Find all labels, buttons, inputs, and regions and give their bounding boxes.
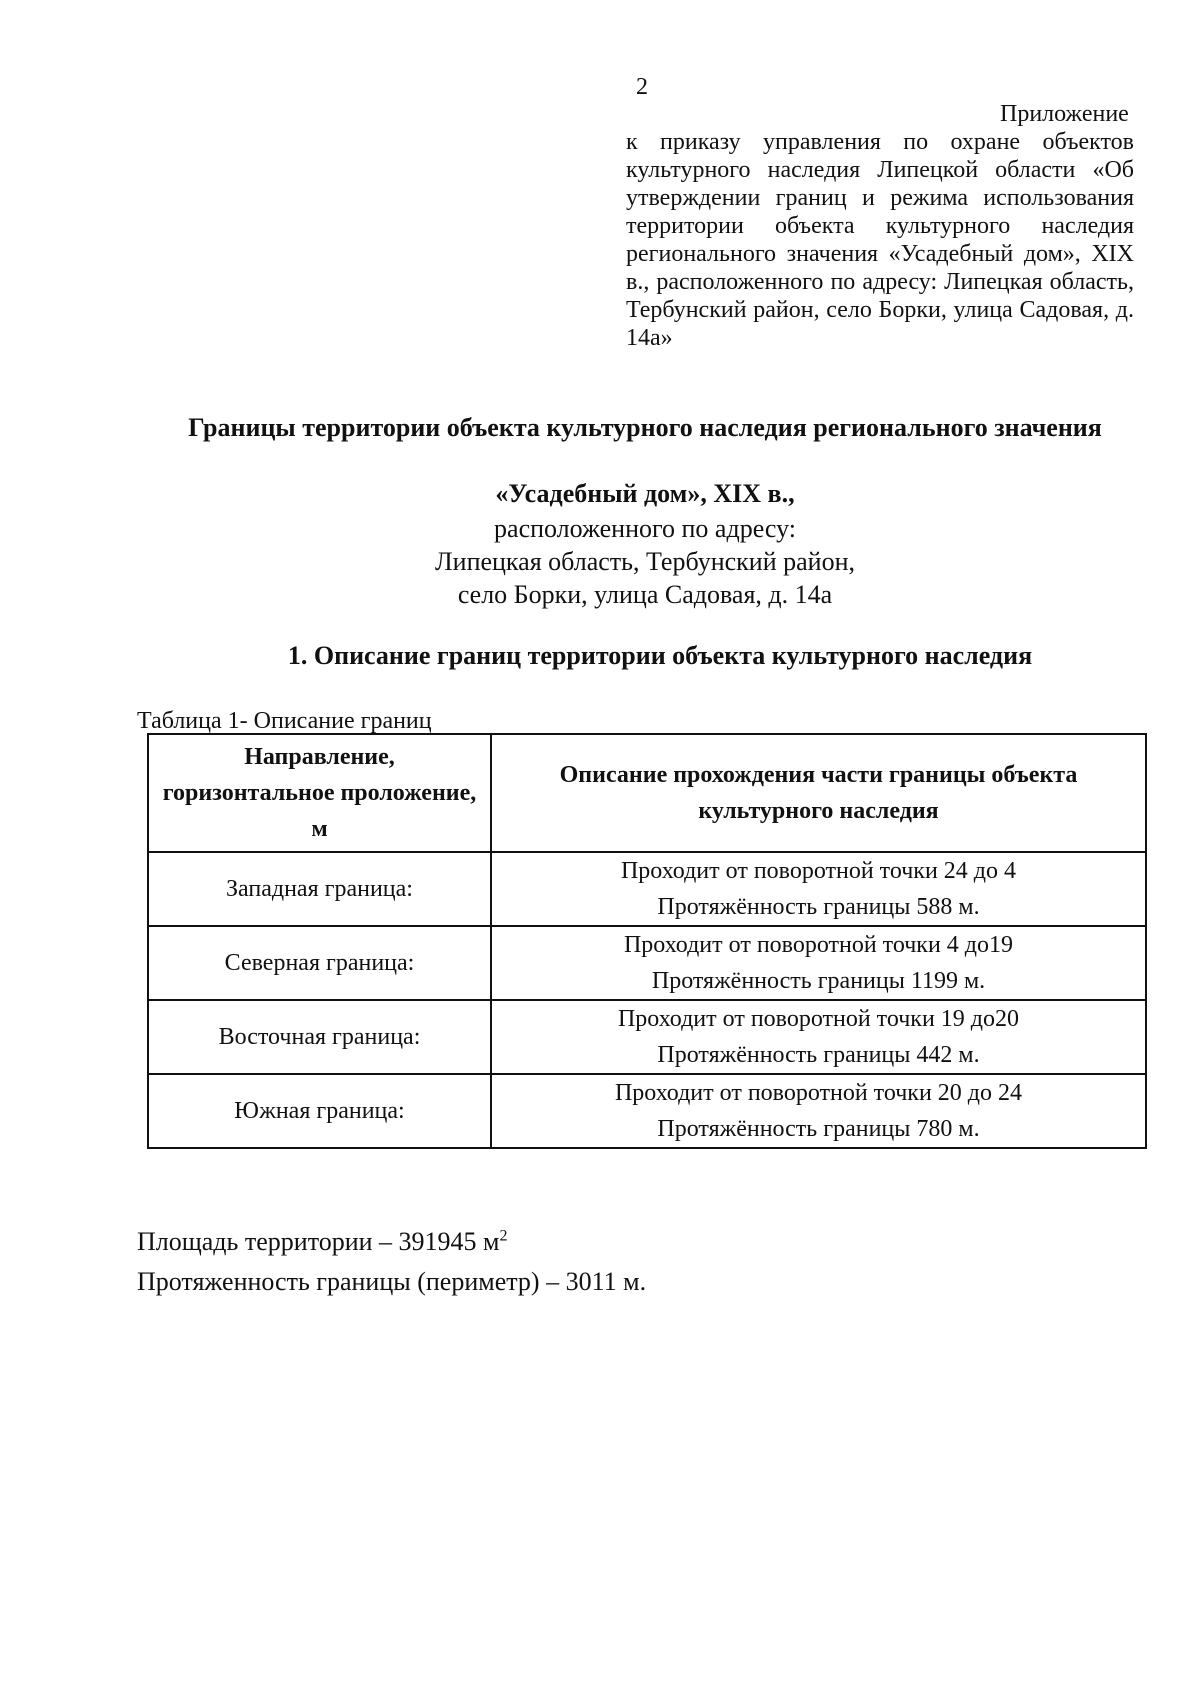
table-row: [148, 1000, 1146, 1074]
table-row: [148, 852, 1146, 926]
row-length: Протяжённость границы 780 м.: [657, 1116, 980, 1142]
row-direction: Западная граница:: [148, 852, 491, 926]
page-number: 2: [636, 74, 648, 100]
address-line: село Борки, улица Садовая, д. 14а: [457, 580, 833, 609]
section-title: 1. Описание границ территории объекта культурного наследия: [287, 641, 1033, 670]
row-description: Проходит от поворотной точки 24 до 4: [620, 858, 1017, 884]
row-description-cell: [491, 926, 1146, 1000]
annex-title: Приложение: [1000, 101, 1129, 127]
address-block: [0, 512, 1200, 611]
row-description: Проходит от поворотной точки 4 до19: [623, 932, 1014, 958]
table-row: [148, 926, 1146, 1000]
row-description: Проходит от поворотной точки 20 до 24: [614, 1080, 1023, 1106]
table-header-row: [148, 734, 1146, 852]
row-direction: Восточная граница:: [148, 1000, 491, 1074]
address-line: расположенного по адресу:: [494, 514, 796, 543]
row-length: Протяжённость границы 588 м.: [657, 894, 980, 920]
main-title: Границы территории объекта культурного наследия регионального значения: [188, 413, 1102, 442]
row-length: Протяжённость границы 442 м.: [657, 1042, 980, 1068]
object-name: «Усадебный дом», XIX в.,: [495, 479, 795, 508]
row-description-cell: [491, 1000, 1146, 1074]
boundary-table: [147, 733, 1147, 1149]
row-direction: Северная граница:: [148, 926, 491, 1000]
row-direction: Южная граница:: [148, 1074, 491, 1148]
area-line: [137, 1222, 646, 1262]
table-caption: Таблица 1- Описание границ: [137, 708, 432, 734]
address-line: Липецкая область, Тербунский район,: [435, 547, 855, 576]
area-unit-superscript: 2: [499, 1227, 508, 1245]
summary-block: [137, 1222, 646, 1302]
annex-text: к приказу управления по охране объектов культурного наследия Липецкой области «Об утверждении границ и режима использования территории объекта культурного наследия регионального значения «Усадебный дом», XIX в., расположенного по адресу: Липецкая область, Тербунский район, село Борки, улица Садовая, д. 14а»: [626, 129, 1134, 351]
table-row: [148, 1074, 1146, 1148]
header-direction: Направление, горизонтальное проложение, м: [148, 734, 491, 852]
row-description-cell: [491, 1074, 1146, 1148]
header-description: Описание прохождения части границы объекта культурного наследия: [491, 734, 1146, 852]
perimeter-line: Протяженность границы (периметр) – 3011 м.: [137, 1267, 647, 1296]
row-length: Протяжённость границы 1199 м.: [651, 968, 986, 994]
area-text: Площадь территории – 391945 м: [137, 1227, 500, 1256]
row-description: Проходит от поворотной точки 19 до20: [617, 1006, 1020, 1032]
row-description-cell: [491, 852, 1146, 926]
